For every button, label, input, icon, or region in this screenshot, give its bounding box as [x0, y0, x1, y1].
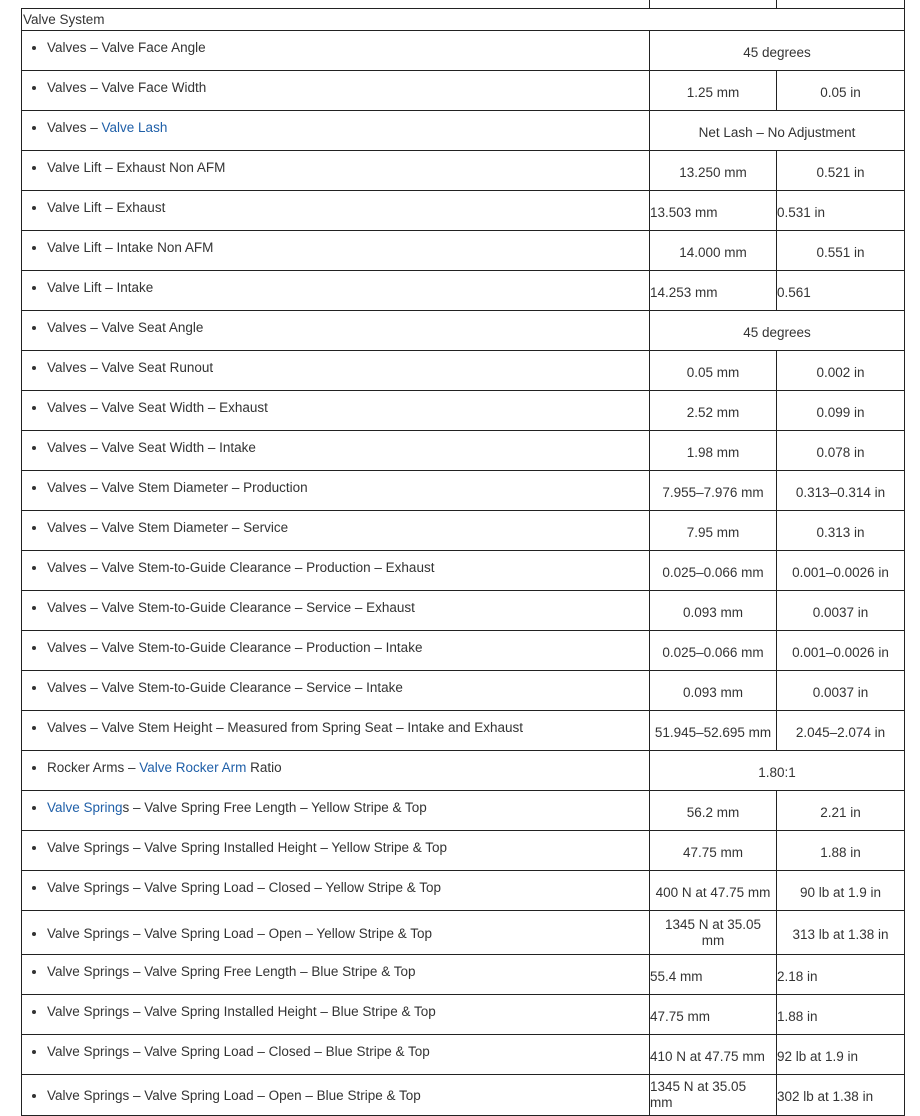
imperial-value: 92 lb at 1.9 in: [777, 1035, 905, 1075]
table-row: [22, 1075, 905, 1116]
list-item: • Valve Lift – Intake Non AFM: [47, 240, 645, 256]
merged-value: 45 degrees: [650, 311, 905, 351]
table-row: [22, 751, 905, 791]
spec-description: [22, 231, 650, 271]
list-item: • Valves – Valve Stem-to-Guide Clearance – Production – Intake: [47, 640, 645, 656]
table-row: [22, 711, 905, 751]
metric-value: 0.025–0.066 mm: [650, 551, 777, 591]
metric-value: 47.75 mm: [650, 831, 777, 871]
valve-springs-link[interactable]: Valve Spring: [47, 800, 123, 815]
table-row: [22, 151, 905, 191]
table-row: [22, 391, 905, 431]
spec-description: [22, 751, 650, 791]
table-row: [22, 351, 905, 391]
spec-description: [22, 111, 650, 151]
list-item: • Valves – Valve Face Angle: [47, 40, 645, 56]
list-item: • Valve Springs – Valve Spring Installed Height – Yellow Stripe & Top: [47, 840, 645, 856]
metric-value: 55.4 mm: [650, 955, 777, 995]
spec-description: [22, 995, 650, 1035]
imperial-value: 1.88 in: [777, 995, 905, 1035]
list-item: • Valves – Valve Face Width: [47, 80, 645, 96]
list-item: • Valve Lift – Exhaust: [47, 200, 645, 216]
spec-description: [22, 1035, 650, 1075]
spec-description: [22, 271, 650, 311]
metric-value: 14.000 mm: [650, 231, 777, 271]
table-row: [22, 471, 905, 511]
imperial-value: 0.001–0.0026 in: [777, 631, 905, 671]
imperial-value: 0.0037 in: [777, 671, 905, 711]
imperial-value: 2.045–2.074 in: [777, 711, 905, 751]
list-item: • Valves – Valve Seat Width – Exhaust: [47, 400, 645, 416]
table-row: [22, 995, 905, 1035]
imperial-value: 1.88 in: [777, 831, 905, 871]
spec-description: [22, 955, 650, 995]
list-item: • Valve Springs – Valve Spring Free Length – Blue Stripe & Top: [47, 964, 645, 980]
list-item: • Valve Springs – Valve Spring Load – Closed – Blue Stripe & Top: [47, 1044, 645, 1060]
spec-description: [22, 911, 650, 955]
spec-description: [22, 471, 650, 511]
imperial-value: 0.313–0.314 in: [777, 471, 905, 511]
spec-table: [21, 0, 905, 1116]
imperial-value: 0.05 in: [777, 71, 905, 111]
list-item: • Valve Springs – Valve Spring Installed Height – Blue Stripe & Top: [47, 1004, 645, 1020]
list-item: • Valves – Valve Stem-to-Guide Clearance – Production – Exhaust: [47, 560, 645, 576]
list-item: • Valves – Valve Seat Width – Intake: [47, 440, 645, 456]
list-item: • Valves – Valve Stem-to-Guide Clearance – Service – Exhaust: [47, 600, 645, 616]
metric-value: 47.75 mm: [650, 995, 777, 1035]
merged-value: Net Lash – No Adjustment: [650, 111, 905, 151]
list-item: • Valves – Valve Seat Runout: [47, 360, 645, 376]
list-item: • Valve Springs – Valve Spring Free Length – Yellow Stripe & Top: [47, 800, 645, 816]
metric-value: 0.05 mm: [650, 351, 777, 391]
metric-value: 14.253 mm: [650, 271, 777, 311]
metric-value: 400 N at 47.75 mm: [650, 871, 777, 911]
spec-description: [22, 1075, 650, 1116]
table-row: [22, 631, 905, 671]
metric-value: 56.2 mm: [650, 791, 777, 831]
imperial-value: 0.002 in: [777, 351, 905, 391]
table-row: [22, 111, 905, 151]
list-item: • Valve Lift – Exhaust Non AFM: [47, 160, 645, 176]
spec-description: [22, 311, 650, 351]
spec-description: [22, 31, 650, 71]
spec-description: [22, 871, 650, 911]
table-row: [22, 71, 905, 111]
imperial-value: 0.078 in: [777, 431, 905, 471]
metric-value: 1345 N at 35.05 mm: [650, 911, 777, 955]
spec-description: [22, 71, 650, 111]
metric-value: 0.025–0.066 mm: [650, 631, 777, 671]
spec-description: [22, 151, 650, 191]
spec-description: [22, 711, 650, 751]
section-row: [22, 9, 905, 31]
empty-cell: [650, 0, 777, 9]
metric-value: 2.52 mm: [650, 391, 777, 431]
imperial-value: 313 lb at 1.38 in: [777, 911, 905, 955]
list-item: • Valves – Valve Stem-to-Guide Clearance – Service – Intake: [47, 680, 645, 696]
metric-value: 1.25 mm: [650, 71, 777, 111]
table-row: [22, 431, 905, 471]
spec-description: [22, 791, 650, 831]
merged-value: 45 degrees: [650, 31, 905, 71]
table-row: [22, 231, 905, 271]
table-row: [22, 831, 905, 871]
table-row: [22, 955, 905, 995]
list-item: • Valves – Valve Stem Diameter – Production: [47, 480, 645, 496]
valve-rocker-arm-link[interactable]: Valve Rocker Arm: [139, 760, 247, 775]
table-row: [22, 271, 905, 311]
merged-value: 1.80:1: [650, 751, 905, 791]
spec-description: [22, 551, 650, 591]
list-item: • Rocker Arms – Valve Rocker Arm Ratio: [47, 760, 645, 776]
table-row: [22, 511, 905, 551]
metric-value: 7.95 mm: [650, 511, 777, 551]
imperial-value: 0.551 in: [777, 231, 905, 271]
table-row: [22, 551, 905, 591]
metric-value: 13.503 mm: [650, 191, 777, 231]
imperial-value: 2.21 in: [777, 791, 905, 831]
metric-value: 1345 N at 35.05 mm: [650, 1075, 777, 1116]
table-row: [22, 31, 905, 71]
table-row: [22, 791, 905, 831]
table-row: [22, 191, 905, 231]
metric-value: 1.98 mm: [650, 431, 777, 471]
table-row: [22, 1035, 905, 1075]
spec-description: [22, 351, 650, 391]
imperial-value: 0.313 in: [777, 511, 905, 551]
imperial-value: 0.099 in: [777, 391, 905, 431]
metric-value: 7.955–7.976 mm: [650, 471, 777, 511]
spec-description: [22, 431, 650, 471]
list-item: • Valve Lift – Intake: [47, 280, 645, 296]
table-row: [22, 871, 905, 911]
spec-description: [22, 511, 650, 551]
table-row: [22, 911, 905, 955]
metric-value: 0.093 mm: [650, 591, 777, 631]
spec-description: [22, 191, 650, 231]
list-item: • Valves – Valve Stem Height – Measured from Spring Seat – Intake and Exhaust: [47, 720, 645, 736]
list-item: • Valves – Valve Seat Angle: [47, 320, 645, 336]
section-title: Valve System: [22, 9, 905, 31]
imperial-value: 0.0037 in: [777, 591, 905, 631]
imperial-value: 2.18 in: [777, 955, 905, 995]
table-row-top-edge: [22, 0, 905, 9]
valve-lash-link[interactable]: Valve Lash: [101, 120, 168, 135]
table-row: [22, 311, 905, 351]
spec-description: [22, 591, 650, 631]
list-item: • Valve Springs – Valve Spring Load – Open – Yellow Stripe & Top: [47, 926, 645, 942]
imperial-value: 0.001–0.0026 in: [777, 551, 905, 591]
metric-value: 51.945–52.695 mm: [650, 711, 777, 751]
spec-description: [22, 391, 650, 431]
metric-value: 410 N at 47.75 mm: [650, 1035, 777, 1075]
metric-value: 0.093 mm: [650, 671, 777, 711]
list-item: • Valves – Valve Lash: [47, 120, 645, 136]
empty-cell: [777, 0, 905, 9]
imperial-value: 302 lb at 1.38 in: [777, 1075, 905, 1116]
metric-value: 13.250 mm: [650, 151, 777, 191]
imperial-value: 0.521 in: [777, 151, 905, 191]
table-row: [22, 671, 905, 711]
list-item: • Valves – Valve Stem Diameter – Service: [47, 520, 645, 536]
spec-description: [22, 631, 650, 671]
empty-cell: [22, 0, 650, 9]
imperial-value: 0.561: [777, 271, 905, 311]
imperial-value: 0.531 in: [777, 191, 905, 231]
imperial-value: 90 lb at 1.9 in: [777, 871, 905, 911]
list-item: • Valve Springs – Valve Spring Load – Closed – Yellow Stripe & Top: [47, 880, 645, 896]
spec-description: [22, 831, 650, 871]
table-row: [22, 591, 905, 631]
spec-description: [22, 671, 650, 711]
list-item: • Valve Springs – Valve Spring Load – Open – Blue Stripe & Top: [47, 1088, 645, 1104]
